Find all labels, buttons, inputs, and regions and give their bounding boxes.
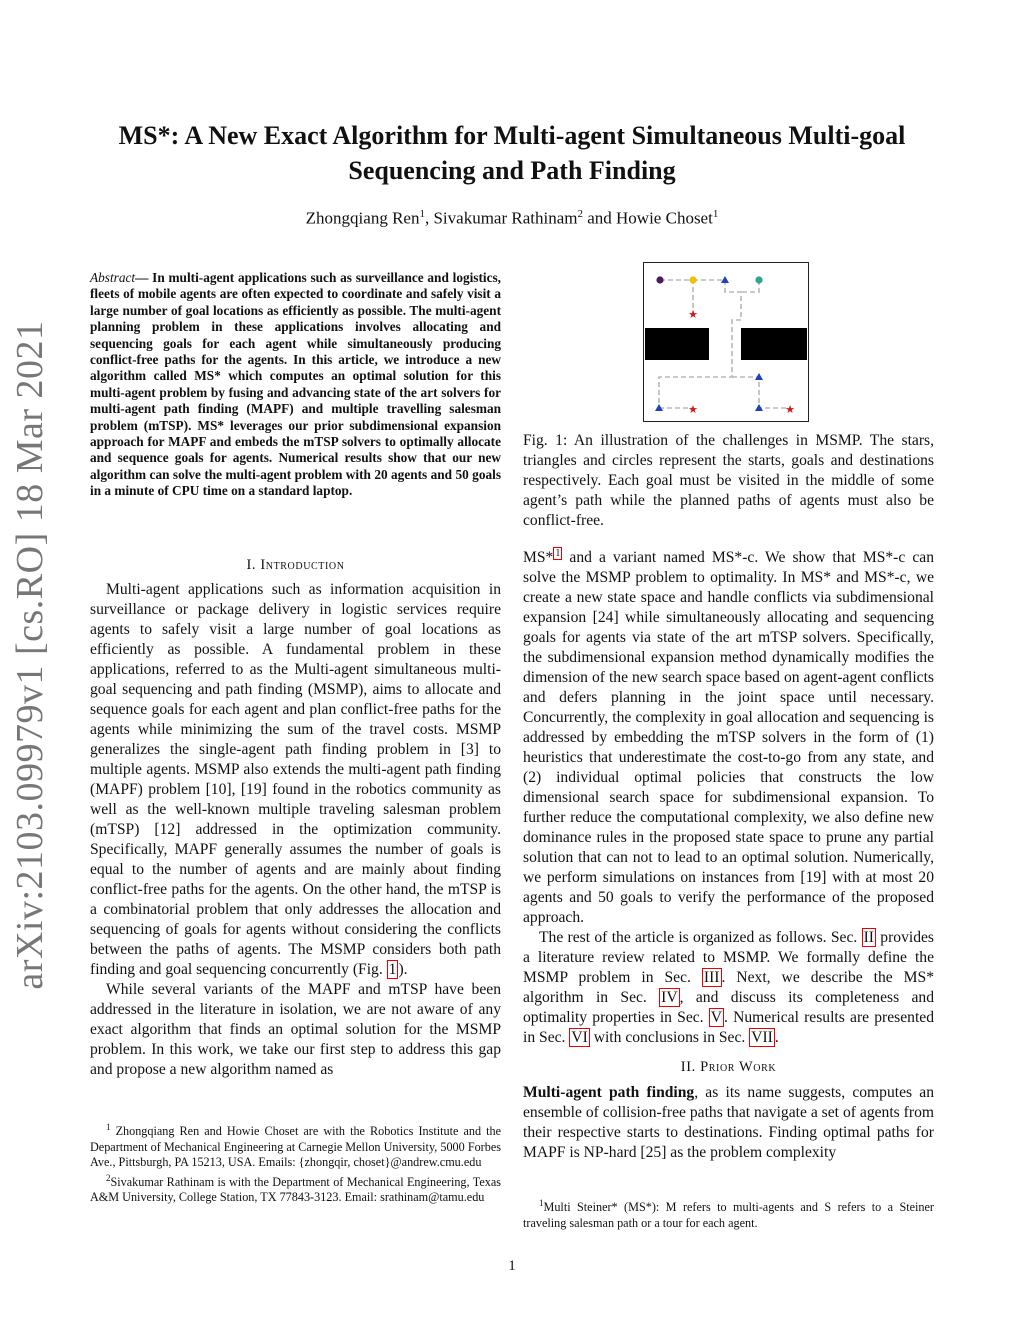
author-separator: and <box>582 208 617 228</box>
title-line-1: MS*: A New Exact Algorithm for Multi-agent Simultaneous Multi-goal <box>118 121 906 150</box>
start-star: ★ <box>785 403 795 416</box>
section-ref-link[interactable]: IV <box>661 989 678 1007</box>
abstract-text: In multi-agent applications such as surveillance and logistics, fleets of mobile agents are often expected to coordinate and safely visit a large number of goal locations as efficiently as possible. The multi-agent planning problem in these applications involves allocating and sequencing goals for each agent while simultaneously producing conflict-free paths for the agents. In this article, we introduce a new algorithm called MS* which computes an optimal solution for this multi-agent problem by fusing and advancing state of the art solvers for multi-agent path finding (MAPF) and multiple travelling salesman problem (mTSP). MS* leverages our prior subdimensional expansion approach for MAPF and embeds the mTSP solvers to optimally allocate and sequence goals for agents. Numerical results show that our new algorithm can solve the multi-agent problem with 20 agents and 50 goals in a minute of CPU time on a standard laptop. <box>90 270 502 499</box>
figure-ref-link[interactable]: 1 <box>388 961 397 978</box>
section-ref-link[interactable]: III <box>703 969 720 987</box>
author-3-affil: 1 <box>712 208 719 220</box>
intro-p1-end: ). <box>398 961 408 978</box>
footnote-affiliation-1 <box>90 1120 501 1171</box>
introduction-body <box>90 580 501 1080</box>
outline-text: . Numerical results are presented in Sec. <box>523 1009 934 1047</box>
outline-text: . Next, we describe the MS* algorithm in Sec. <box>523 969 934 1007</box>
footnote-text: Zhongqiang Ren and Howie Choset are with the Robotics Institute and the Department of Mechanical Engineering at Carnegie Mellon University, 5000 Forbes Ave., Pittsburgh, PA 15213, USA. Emails: {zhongqir, choset}@andrew.cmu.edu <box>90 1124 502 1170</box>
destination-circle <box>689 276 696 283</box>
destination-circle <box>755 276 762 283</box>
footnote-ms-star <box>523 1196 934 1231</box>
start-star: ★ <box>688 403 698 416</box>
right-paragraph-1 <box>523 544 934 928</box>
outline-text: , and discuss its completeness and optimality properties in Sec. <box>523 989 935 1027</box>
footnote-text: Sivakumar Rathinam is with the Department of Mechanical Engineering, Texas A&M University, College Station, TX 77843-3123. Email: srathinam@tamu.edu <box>90 1174 501 1205</box>
section-2-heading: II. Prior Work <box>680 1059 777 1076</box>
start-star: ★ <box>688 308 698 321</box>
author-1: Zhongqiang Ren <box>305 208 420 228</box>
outline-text: provides a literature review related to MSMP. We formally define the MSMP problem in Sec. <box>523 929 934 987</box>
footnote-marker: 1 <box>106 1122 111 1132</box>
intro-p1-text: Multi-agent applications such as information acquisition in surveillance or package delivery in logistic services require agents to safely visit a large number of goal locations as efficiently as possible. A fundamental problem in these applications, referred to as the Multi-agent simultaneous multi-goal sequencing and path finding (MSMP), aims to allocate and sequence goals for each agent and plan conflict-free paths for the agents while minimizing the sum of the travel costs. MSMP generalizes the single-agent path finding problem in [3] to multiple agents. MSMP also extends the multi-agent path finding (MAPF) problem [10], [19] found in the robotics community as well as the well-known multiple traveling salesman problem (mTSP) [12] addressed in the optimization community. Specifically, MAPF generally assumes the number of goals is equal to the number of agents and are mainly about finding conflict-free paths for the agents. On the other hand, the mTSP is a combinatorial problem that only addresses the allocation and sequencing of goals for agents without considering the conflicts between the paths of agents. The MSMP considers both path finding and goal sequencing concurrently (Fig. <box>90 581 501 978</box>
author-list <box>80 208 944 229</box>
section-ref-link[interactable]: V <box>710 1009 723 1027</box>
right-column-body <box>523 544 934 1163</box>
abstract <box>90 270 501 500</box>
obstacle-right <box>741 328 807 360</box>
obstacle-left <box>645 328 709 360</box>
prior-work-text: , as its name suggests, computes an ensemble of collision-free paths that navigate a set of agents from their respective starts to destinations. Finding optimal paths for MAPF is NP-hard [25] as the problem complexity <box>523 1084 934 1162</box>
author-separator: , <box>424 208 434 228</box>
section-ref-link[interactable]: VI <box>571 1029 588 1047</box>
footnotes-left <box>90 1120 501 1206</box>
right-p1-text: and a variant named MS*-c. We show that MS*-c can solve the MSMP problem to optimality. In MS* and MS*-c, we create a new state space and handle conflicts via subdimensional expansion [24] while simultaneously allocating and sequencing goals for agents via state of the art mTSP solvers. Specifically, the subdimensional expansion method dynamically modifies the dimension of the new search space based on agent-agent conflicts and defers planning in the joint space until necessary. Concurrently, the complexity in goal allocation and sequencing is addressed by embedding the mTSP solvers in the form of (1) heuristics that underestimate the cost-to-go from any state, and (2) individual optimal policies that constructs the low dimensional search space for subdimensional expansion. To further reduce the computational complexity, we also define new dominance rules in the proposed state space to prune any partial solution that can not to lead to an optimal solution. Numerically, we perform simulations on instances from [19] with at most 20 agents and 50 goals to verify the performance of the proposed approach. <box>523 549 934 927</box>
abstract-label: Abstract <box>90 270 136 285</box>
figure-1-illustration <box>643 262 809 422</box>
footnote-ref-link[interactable]: 1 <box>555 548 561 559</box>
arxiv-identifier: arXiv:2103.09979v1 [cs.RO] 18 Mar 2021 <box>9 320 51 990</box>
author-3: Howie Choset <box>616 208 713 228</box>
destination-circle <box>656 276 663 283</box>
author-2: Sivakumar Rathinam <box>433 208 578 228</box>
intro-paragraph-2: While several variants of the MAPF and mTSP have been addressed in the literature in isolation, we are not aware of any exact algorithm that finds an optimal solution for the MSMP problem. In this work, we take our first step to address this gap and propose a new algorithm named as <box>90 981 501 1078</box>
section-1-heading: I. Introduction <box>246 557 345 573</box>
footnote-marker: 2 <box>106 1172 111 1183</box>
abstract-dash: — <box>135 270 153 285</box>
intro-paragraph-1 <box>90 580 501 980</box>
title-line-2: Sequencing and Path Finding <box>348 156 676 185</box>
author-1-affil: 1 <box>419 208 425 220</box>
footnote-affiliation-2 <box>90 1171 501 1206</box>
outline-text: The rest of the article is organized as follows. Sec. <box>539 929 862 947</box>
paper-title <box>80 118 944 188</box>
footnote-marker: 1 <box>539 1198 544 1208</box>
footnote-text: Multi Steiner* (MS*): M refers to multi-agents and S refers to a Steiner traveling salesman path or a tour for each agent. <box>523 1200 934 1230</box>
figure-1-caption: Fig. 1: An illustration of the challenges in MSMP. The stars, triangles and circles represent the starts, goals and destinations respectively. Each goal must be visited in the middle of some agent’s path while the planned paths of agents must also be conflict-free. <box>523 432 934 529</box>
section-ref-link[interactable]: VII <box>751 1029 773 1047</box>
section-ref-link[interactable]: II <box>863 929 874 947</box>
ms-star-name: MS* <box>523 549 554 567</box>
author-2-affil: 2 <box>577 208 583 220</box>
prior-work-paragraph <box>523 1083 934 1163</box>
page-number: 1 <box>508 1258 516 1274</box>
footnote-right <box>523 1196 934 1231</box>
outline-text: . <box>774 1029 779 1047</box>
right-paragraph-2 <box>523 928 934 1048</box>
outline-text: with conclusions in Sec. <box>589 1029 750 1047</box>
prior-work-topic: Multi-agent path finding <box>523 1084 695 1102</box>
